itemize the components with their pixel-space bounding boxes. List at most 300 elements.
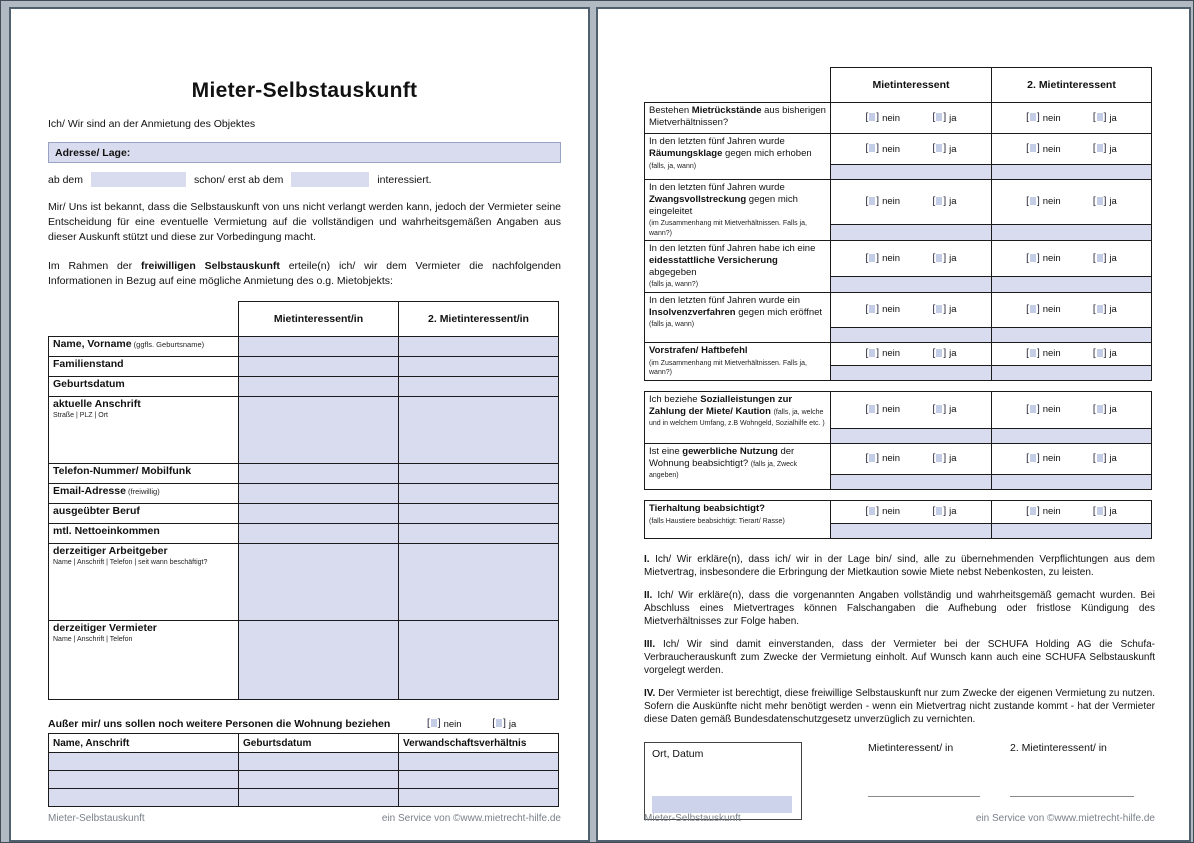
checkbox-group-ja <box>933 404 957 415</box>
checkbox-label: nein <box>1042 196 1061 208</box>
applicant1-answer <box>831 342 992 365</box>
applicant1-detail-input[interactable] <box>831 224 992 240</box>
checkbox-ja[interactable]: [ ] <box>492 718 506 730</box>
applicant2-answer <box>992 443 1152 474</box>
voluntary-bold: freiwilligen Selbstauskunft <box>140 259 280 272</box>
checkbox-fill <box>869 507 875 515</box>
legal-clause: III. Ich/ Wir sind damit einverstanden, dass der Vermieter bei der SCHUFA Holding AG die Schufa-Verbraucherauskunft zum Zwecke der Vermietung einholt. Auf Wunsch kann auch eine SCHUFA Selbstauskunft vorgelegt werden. <box>644 638 1155 676</box>
applicant2-input[interactable] <box>399 621 559 700</box>
row-label-cell: derzeitiger Arbeitgeber Name | Anschrift | Telefon | seit wann beschäftigt? <box>49 544 239 621</box>
header-applicant1: Mietinteressent/in <box>239 302 399 337</box>
applicant1-detail-input[interactable] <box>831 428 992 443</box>
checkbox-group-nein <box>1026 196 1061 207</box>
address-field[interactable] <box>48 142 561 163</box>
applicant-table-row <box>49 504 559 524</box>
question-smallprint: (falls ja, wann?) <box>649 281 699 289</box>
checkbox-nein[interactable]: [ ] <box>1026 347 1040 359</box>
ort-datum-label: Ort, Datum <box>652 747 704 760</box>
checkbox-fill <box>1030 197 1036 205</box>
checkbox-ja[interactable]: [ ] <box>932 452 947 464</box>
applicant2-input[interactable] <box>399 464 559 484</box>
checkbox-group-nein <box>427 719 462 730</box>
checkbox-ja[interactable]: [ ] <box>1092 112 1107 123</box>
applicant-table-row <box>49 544 559 621</box>
row-label-cell: Geburtsdatum <box>49 377 239 397</box>
checkbox-nein[interactable]: [ ] <box>865 143 880 154</box>
checkbox-label: nein <box>882 112 901 124</box>
checkbox-nein[interactable]: [ ] <box>1026 195 1040 207</box>
checkbox-group-nein <box>1026 348 1061 359</box>
applicant1-input[interactable] <box>239 357 399 377</box>
questions-table-header <box>645 68 1152 103</box>
applicant2-input[interactable] <box>399 357 559 377</box>
header-applicant2: 2. Mietinteressent/in <box>399 302 559 337</box>
checkbox-group-nein <box>866 113 901 124</box>
question-smallprint: (im Zusammenhang mit Mietverhältnissen. Falls ja, wann?) <box>649 220 807 237</box>
checkbox-label: ja <box>949 196 957 208</box>
voluntary-post: erteile(n) ich/ wir dem Vermieter die nachfolgenden Informationen in Bezug auf eine mögliche Anmietung des o.g. Mietobjekts: <box>48 259 562 287</box>
legal-clause: I. Ich/ Wir erkläre(n), dass ich/ wir in der Lage bin/ sind, alle zu übernehmenden Verpflichtungen aus dem Mietvertrag, insbesondere die Erbringung der Mietkaution sowie Miete nebst Nebenkosten, zu leisten. <box>644 553 1155 578</box>
row-label-cell: derzeitiger Vermieter Name | Anschrift | Telefon <box>49 621 239 700</box>
applicant-table-row <box>49 464 559 484</box>
question-smallprint: (falls ja, Zweck angeben) <box>649 460 798 480</box>
applicant1-input[interactable] <box>239 377 399 397</box>
checkbox-ja[interactable]: [ ] <box>1092 195 1107 207</box>
question-text: In den letzten fünf Jahren habe ich eine eidesstattliche Versicherung abgegeben <box>649 243 816 278</box>
checkbox-group-nein <box>1026 113 1061 124</box>
checkbox-group-ja <box>933 253 957 264</box>
checkbox-group-nein <box>1026 404 1061 415</box>
disclosure-paragraph: Mir/ Uns ist bekannt, dass die Selbstauskunft von uns nicht verlangt werden kann, jedoch der Vermieter seine Entscheidung für eine eventuelle Vermietung auf die vollständigen und wahrheitsgemäßen Angaben aus dieser Auskunft stützt und diese zur Vorbedingung macht. <box>48 201 561 244</box>
applicant2-input[interactable] <box>399 484 559 504</box>
checkbox-nein[interactable]: [ ] <box>865 403 880 415</box>
applicant2-detail-input[interactable] <box>992 165 1152 180</box>
applicant1-answer <box>831 180 992 225</box>
checkbox-nein[interactable]: [ ] <box>865 195 880 207</box>
question-cell <box>645 103 831 134</box>
checkbox-nein[interactable]: [ ] <box>865 252 880 264</box>
checkbox-group-ja <box>492 719 516 730</box>
checkbox-nein[interactable]: [ ] <box>865 505 880 517</box>
applicant-table-row <box>49 377 559 397</box>
checkbox-fill <box>869 144 875 152</box>
checkbox-label: nein <box>882 404 901 416</box>
checkbox-group-ja <box>933 144 957 155</box>
checkbox-row <box>833 506 989 517</box>
checkbox-row <box>833 304 989 315</box>
applicant2-detail-input[interactable] <box>992 327 1152 342</box>
applicant1-answer <box>831 443 992 474</box>
legal-clauses <box>644 553 1155 726</box>
question-text: In den letzten fünf Jahren wurde Räumungsklage gegen mich erhoben <box>649 136 812 159</box>
checkbox-ja[interactable]: [ ] <box>932 303 947 315</box>
signature-applicant1 <box>868 742 980 797</box>
applicant-table-header <box>49 302 559 337</box>
applicant1-input[interactable] <box>239 464 399 484</box>
checkbox-nein[interactable]: [ ] <box>1026 505 1040 517</box>
question-cell <box>645 500 831 538</box>
checkbox-label: ja <box>1109 196 1117 208</box>
row-label-cell: Telefon-Nummer/ Mobilfunk <box>49 464 239 484</box>
checkbox-label: nein <box>1042 253 1061 265</box>
checkbox-group-nein <box>866 196 901 207</box>
others-input[interactable] <box>399 753 559 771</box>
question-smallprint: (falls Haustiere beabsichtigt: Tierart/ Rasse) <box>649 517 785 525</box>
question-cell <box>645 292 831 342</box>
checkbox-group-ja <box>1093 253 1117 264</box>
footer-service: ein Service von ©www.mietrecht-hilfe.de <box>381 813 561 824</box>
ort-datum-input[interactable] <box>652 796 792 813</box>
question-text: In den letzten fünf Jahren wurde Zwangsvollstreckung gegen mich eingeleitet <box>649 182 798 217</box>
applicant-table-row <box>49 484 559 504</box>
question-smallprint: (im Zusammenhang mit Mietverhältnissen. Falls ja, wann?) <box>649 359 807 377</box>
checkbox-ja[interactable]: [ ] <box>932 195 947 207</box>
checkbox-nein[interactable]: [ ] <box>1026 303 1040 315</box>
question-cell <box>645 134 831 180</box>
question-smallprint: (falls ja, wann) <box>649 321 695 329</box>
applicant2-input[interactable] <box>399 337 559 357</box>
question-row <box>645 443 1152 474</box>
checkbox-nein[interactable]: [ ] <box>1026 452 1040 464</box>
page-2-footer <box>644 813 1155 824</box>
checkbox-fill <box>1097 144 1103 152</box>
date-mid-label: schon/ erst ab dem <box>194 173 284 186</box>
checkbox-label: ja <box>949 453 957 465</box>
checkbox-label: ja <box>949 348 957 360</box>
checkbox-label: ja <box>949 304 957 316</box>
footer-service: ein Service von ©www.mietrecht-hilfe.de <box>975 813 1155 824</box>
applicant1-input[interactable] <box>239 504 399 524</box>
checkbox-label: nein <box>1042 112 1061 124</box>
applicant2-answer <box>992 500 1152 523</box>
question-text: Bestehen Mietrückstände aus bisherigen Mietverhältnissen? <box>649 105 826 128</box>
applicant1-answer <box>831 103 992 134</box>
checkbox-label: ja <box>508 718 517 730</box>
signature-applicant2 <box>1010 742 1134 797</box>
applicant2-input[interactable] <box>399 504 559 524</box>
checkbox-group-ja <box>1093 506 1117 517</box>
checkbox-label: ja <box>1109 143 1117 155</box>
applicant2-input[interactable] <box>399 524 559 544</box>
row-label-cell: Name, Vorname (ggfls. Geburtsname) <box>49 337 239 357</box>
applicant2-detail-input[interactable] <box>992 428 1152 443</box>
others-col-header: Verwandschaftsverhältnis <box>399 734 559 753</box>
checkbox-fill <box>1097 305 1103 313</box>
checkbox-label: nein <box>882 143 901 155</box>
checkbox-group-nein <box>1026 506 1061 517</box>
checkbox-fill <box>1030 144 1036 152</box>
checkbox-row <box>994 304 1149 315</box>
applicant1-detail-input[interactable] <box>831 365 992 380</box>
checkbox-row <box>994 348 1149 359</box>
applicant1-answer <box>831 391 992 428</box>
checkbox-fill <box>869 197 875 205</box>
checkbox-ja[interactable]: [ ] <box>1092 252 1107 264</box>
address-label: Adresse/ Lage: <box>55 146 131 159</box>
checkbox-fill <box>869 349 875 357</box>
applicant1-input[interactable] <box>239 397 399 464</box>
checkbox-fill <box>869 454 875 462</box>
row-label-cell: mtl. Nettoeinkommen <box>49 524 239 544</box>
checkbox-group-nein <box>866 453 901 464</box>
checkbox-group-nein <box>1026 253 1061 264</box>
checkbox-group-nein <box>866 506 901 517</box>
question-cell <box>645 241 831 293</box>
checkbox-label: nein <box>1042 404 1061 416</box>
applicant1-input[interactable] <box>239 484 399 504</box>
checkbox-fill <box>1097 113 1103 121</box>
header-applicant1: Mietinteressent <box>831 68 992 103</box>
question-cell <box>645 391 831 443</box>
checkbox-group-ja <box>1093 144 1117 155</box>
page-2-content <box>598 9 1189 824</box>
question-text: Ist eine gewerbliche Nutzung der Wohnung beabsichtigt? (falls ja, Zweck angeben) <box>649 445 798 480</box>
checkbox-ja[interactable]: [ ] <box>1092 347 1107 359</box>
others-input[interactable] <box>239 771 399 789</box>
question-row <box>645 500 1152 523</box>
applicant2-answer <box>992 391 1152 428</box>
checkbox-ja[interactable]: [ ] <box>932 505 947 517</box>
date-alt-input[interactable] <box>291 172 369 187</box>
checkbox-group-nein <box>1026 144 1061 155</box>
voluntary-paragraph <box>48 259 561 289</box>
checkbox-group-ja <box>933 113 957 124</box>
row-label-cell: ausgeübter Beruf <box>49 504 239 524</box>
checkbox-row <box>833 113 989 124</box>
checkbox-nein[interactable]: [ ] <box>427 718 441 730</box>
checkbox-fill <box>869 305 875 313</box>
checkbox-fill <box>1030 254 1036 262</box>
others-col-header: Geburtsdatum <box>239 734 399 753</box>
question-text: Tierhaltung beabsichtigt? <box>649 502 765 514</box>
checkbox-row <box>994 196 1149 207</box>
applicant1-detail-input[interactable] <box>831 523 992 538</box>
checkbox-row <box>833 253 989 264</box>
page-1-footer <box>48 813 561 824</box>
checkbox-group-ja <box>933 304 957 315</box>
date-post-label: interessiert. <box>377 173 432 186</box>
checkbox-ja[interactable]: [ ] <box>932 112 947 123</box>
checkbox-group-nein <box>1026 304 1061 315</box>
applicant2-detail-input[interactable] <box>992 523 1152 538</box>
applicant1-detail-input[interactable] <box>831 327 992 342</box>
checkbox-label: ja <box>949 253 957 265</box>
checkbox-ja[interactable]: [ ] <box>1092 505 1107 517</box>
question-row <box>645 103 1152 134</box>
applicant2-input[interactable] <box>399 397 559 464</box>
checkbox-group-ja <box>933 196 957 207</box>
header-blank-cell <box>49 302 239 337</box>
checkbox-group-nein <box>866 348 901 359</box>
section-gap <box>645 380 1152 391</box>
checkbox-label: nein <box>882 506 901 518</box>
checkbox-fill <box>936 405 942 413</box>
question-text: Ich beziehe Sozialleistungen zur Zahlung der Miete/ Kaution (falls, ja, welche und in welchem Umfang, z.B Wohngeld, Sozialhilfe etc. ) <box>649 393 825 428</box>
checkbox-ja[interactable]: [ ] <box>1092 403 1107 415</box>
checkbox-label: nein <box>1042 453 1061 465</box>
checkbox-ja[interactable]: [ ] <box>932 403 947 415</box>
checkbox-nein[interactable]: [ ] <box>865 452 880 464</box>
section-gap <box>645 489 1152 500</box>
row-label-cell: aktuelle Anschrift Straße | PLZ | Ort <box>49 397 239 464</box>
applicant2-input[interactable] <box>399 544 559 621</box>
applicant1-input[interactable] <box>239 544 399 621</box>
checkbox-nein[interactable]: [ ] <box>1026 403 1040 415</box>
checkbox-label: ja <box>1109 453 1117 465</box>
checkbox-nein[interactable]: [ ] <box>865 347 880 359</box>
other-persons-label: Außer mir/ uns sollen noch weitere Personen die Wohnung beziehen <box>48 718 391 731</box>
applicant1-input[interactable] <box>239 524 399 544</box>
checkbox-ja[interactable]: [ ] <box>932 143 947 154</box>
checkbox-fill <box>1030 507 1036 515</box>
others-row <box>49 753 559 771</box>
checkbox-group-ja <box>933 348 957 359</box>
checkbox-label: nein <box>882 348 901 360</box>
checkbox-nein[interactable]: [ ] <box>1026 143 1040 154</box>
checkbox-nein[interactable]: [ ] <box>865 303 880 315</box>
checkbox-label: nein <box>1042 304 1061 316</box>
checkbox-fill <box>496 719 502 727</box>
other-persons-header <box>49 734 559 753</box>
applicant1-detail-input[interactable] <box>831 474 992 489</box>
applicant2-detail-input[interactable] <box>992 224 1152 240</box>
applicant1-input[interactable] <box>239 337 399 357</box>
checkbox-nein[interactable]: [ ] <box>1026 252 1040 264</box>
applicant2-detail-input[interactable] <box>992 474 1152 489</box>
other-persons-question <box>48 718 561 730</box>
checkbox-ja[interactable]: [ ] <box>932 347 947 359</box>
header-applicant2: 2. Mietinteressent <box>992 68 1152 103</box>
ort-datum-box[interactable] <box>644 742 802 820</box>
applicant2-answer <box>992 134 1152 165</box>
checkbox-group-nein <box>866 144 901 155</box>
applicant1-answer <box>831 134 992 165</box>
checkbox-label: ja <box>949 404 957 416</box>
checkbox-group-ja <box>1093 453 1117 464</box>
applicant-table-row <box>49 357 559 377</box>
checkbox-group-ja <box>933 453 957 464</box>
checkbox-label: ja <box>949 506 957 518</box>
checkbox-fill <box>1097 405 1103 413</box>
checkbox-ja[interactable]: [ ] <box>1092 452 1107 464</box>
applicant1-answer <box>831 241 992 277</box>
others-input[interactable] <box>399 789 559 807</box>
applicant-table <box>48 301 559 700</box>
others-input[interactable] <box>49 771 239 789</box>
checkbox-group-nein <box>866 253 901 264</box>
page-2 <box>596 7 1191 842</box>
applicant2-detail-input[interactable] <box>992 365 1152 380</box>
checkbox-label: nein <box>443 718 462 730</box>
signature-label-1: Mietinteressent/ in <box>868 741 954 754</box>
checkbox-fill <box>1030 454 1036 462</box>
checkbox-fill <box>869 254 875 262</box>
question-text: Vorstrafen/ Haftbefehl <box>649 344 748 356</box>
checkbox-fill <box>431 719 437 727</box>
checkbox-label: ja <box>949 143 957 155</box>
checkbox-label: ja <box>949 112 957 124</box>
question-row <box>645 180 1152 225</box>
other-persons-table <box>48 733 559 807</box>
checkbox-row <box>833 196 989 207</box>
row-label-cell: Email-Adresse (freiwillig) <box>49 484 239 504</box>
date-from-input[interactable] <box>91 172 186 187</box>
others-input[interactable] <box>239 789 399 807</box>
others-input[interactable] <box>49 789 239 807</box>
footer-title: Mieter-Selbstauskunft <box>644 813 741 824</box>
other-persons-checkboxes <box>390 719 561 730</box>
checkbox-nein[interactable]: [ ] <box>865 112 880 123</box>
question-cell <box>645 342 831 380</box>
question-cell <box>645 443 831 489</box>
checkbox-label: nein <box>1042 348 1061 360</box>
checkbox-fill <box>1097 349 1103 357</box>
checkbox-row <box>994 113 1149 124</box>
others-input[interactable] <box>399 771 559 789</box>
checkbox-fill <box>936 113 942 121</box>
checkbox-fill <box>936 507 942 515</box>
signature-line-2[interactable] <box>1010 796 1134 797</box>
checkbox-label: nein <box>882 453 901 465</box>
checkbox-row <box>833 144 989 155</box>
checkbox-nein[interactable]: [ ] <box>1026 112 1040 123</box>
checkbox-fill <box>936 349 942 357</box>
question-smallprint: (falls, ja, welche und in welchem Umfang, z.B Wohngeld, Sozialhilfe etc. ) <box>649 408 825 428</box>
signature-line-1[interactable] <box>868 796 980 797</box>
header-blank-cell <box>645 68 831 103</box>
applicant1-input[interactable] <box>239 621 399 700</box>
signature-area <box>644 742 1155 820</box>
checkbox-row <box>833 404 989 415</box>
checkbox-ja[interactable]: [ ] <box>932 252 947 264</box>
checkbox-row <box>994 144 1149 155</box>
checkbox-group-ja <box>1093 348 1117 359</box>
applicant1-detail-input[interactable] <box>831 165 992 180</box>
applicant2-detail-input[interactable] <box>992 277 1152 293</box>
checkbox-fill <box>1030 405 1036 413</box>
others-input[interactable] <box>239 753 399 771</box>
checkbox-label: ja <box>1109 506 1117 518</box>
legal-clause: II. Ich/ Wir erkläre(n), dass die vorgenannten Angaben vollständig und wahrheitsgemäß gemacht wurden. Bei Abschluss eines Mietvertrages können Falschangaben die Aufhebung oder fristlose Kündigung des Mietverhältnisses zur Folge haben. <box>644 589 1155 627</box>
question-text: In den letzten fünf Jahren wurde ein Insolvenzverfahren gegen mich eröffnet <box>649 294 823 318</box>
checkbox-fill <box>1030 113 1036 121</box>
checkbox-ja[interactable]: [ ] <box>1092 303 1107 315</box>
checkbox-label: ja <box>1109 112 1117 124</box>
checkbox-label: nein <box>882 196 901 208</box>
applicant2-answer <box>992 342 1152 365</box>
checkbox-ja[interactable]: [ ] <box>1092 143 1107 154</box>
applicant-table-row <box>49 524 559 544</box>
intro-line: Ich/ Wir sind an der Anmietung des Objektes <box>48 118 256 130</box>
checkbox-label: nein <box>882 304 901 316</box>
checkbox-group-ja <box>1093 404 1117 415</box>
checkbox-label: nein <box>1042 506 1061 518</box>
checkbox-label: ja <box>1109 404 1117 416</box>
checkbox-fill <box>1030 349 1036 357</box>
voluntary-pre: Im Rahmen der <box>48 259 141 272</box>
applicant1-answer <box>831 292 992 327</box>
applicant2-answer <box>992 241 1152 277</box>
applicant-table-row <box>49 621 559 700</box>
checkbox-row <box>994 506 1149 517</box>
applicant2-input[interactable] <box>399 377 559 397</box>
checkbox-row <box>833 453 989 464</box>
checkbox-label: ja <box>1109 348 1117 360</box>
others-input[interactable] <box>49 753 239 771</box>
checkbox-row <box>994 453 1149 464</box>
applicant1-detail-input[interactable] <box>831 277 992 293</box>
checkbox-group-nein <box>866 304 901 315</box>
